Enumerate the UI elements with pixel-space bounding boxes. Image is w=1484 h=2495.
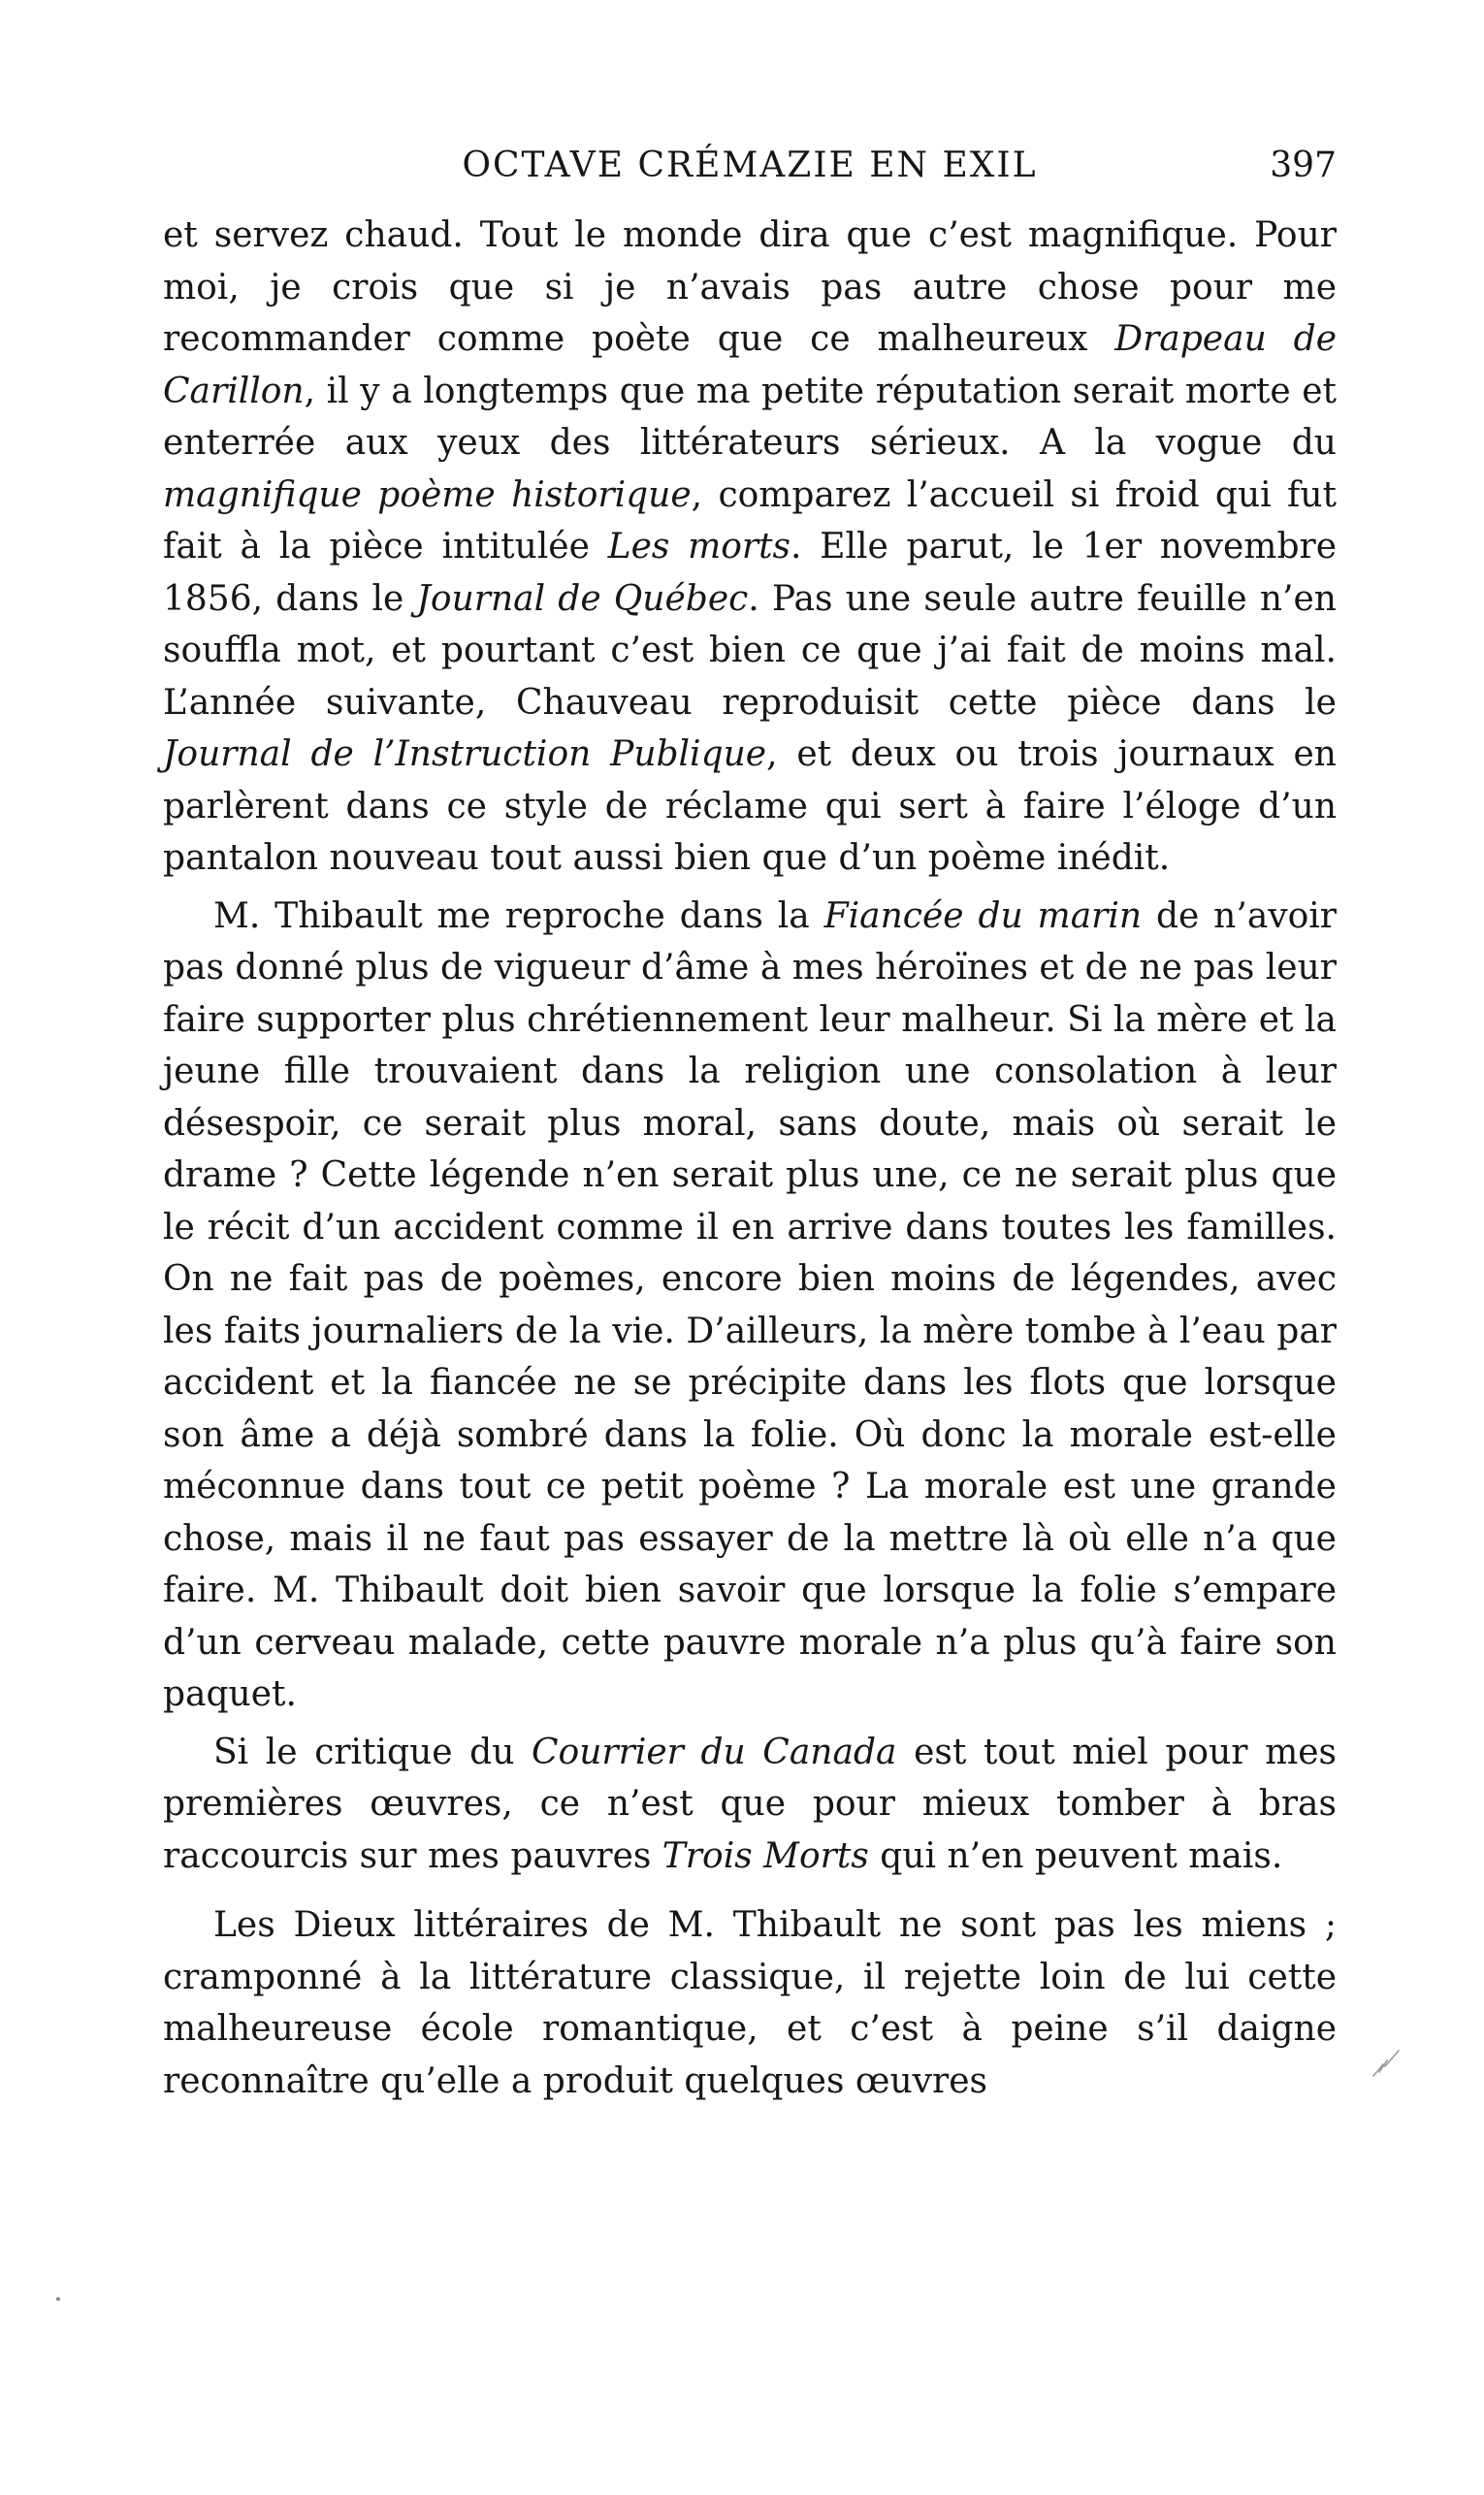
text-run: , il y a longtemps que ma petite réputation serait morte et enterrée aux yeux des littérateurs sérieux. A la vogue du (163, 371, 1337, 463)
text-run: Les Dieux littéraires de M. Thibault ne sont pas les miens ; cramponné à la littérature classique, il rejette loin de lui cette malheureuse école romantique, et c’est à peine s’il daigne reconnaître qu’elle a produit quelques œuvres (163, 1905, 1337, 2101)
text-run: M. Thibault me reproche dans la (213, 895, 824, 936)
italic-title-fiancee-du-marin: Fiancée du marin (823, 895, 1143, 936)
italic-title-courrier-du-canada: Courrier du Canada (532, 1732, 897, 1772)
running-title: OCTAVE CRÉMAZIE EN EXIL (462, 146, 1038, 185)
text-run: . Pas une seule autre feuille n’en souffla mot, et pourtant c’est bien ce que j’ai fait de moins mal. L’année suivante, Chauveau reproduisit cette pièce dans le (163, 578, 1337, 723)
italic-title-journal-de-quebec: Journal de Québec (416, 578, 749, 619)
italic-phrase-magnifique-poeme: magnifique poème historique (163, 474, 692, 515)
text-run: Si le critique du (213, 1732, 532, 1772)
running-head (163, 142, 1337, 190)
text-run: , et deux ou trois journaux en parlèrent dans ce style de réclame qui sert à faire l’éloge d’un pantalon nouveau tout aussi bien que d’un poème inédit. (163, 734, 1337, 878)
pencil-mark (1370, 2047, 1404, 2082)
paragraph-4 (163, 1899, 1337, 2107)
paragraph-3 (163, 1727, 1337, 1883)
paragraph-2 (163, 891, 1337, 1721)
text-run: est tout miel pour mes premières œuvres, ce n’est que pour mieux tomber à bras raccourcis sur mes pauvres (163, 1732, 1337, 1876)
page-number: 397 (1270, 146, 1337, 185)
italic-title-trois-morts: Trois Morts (661, 1835, 869, 1876)
italic-title-les-morts: Les morts (607, 527, 791, 567)
italic-title-journal-instruction-publique: Journal de l’Instruction Publique (163, 734, 767, 774)
text-run: et servez chaud. Tout le monde dira que c’est magnifique. Pour moi, je crois que si je n’avais pas autre chose pour me recommander comme poète que ce malheureux (163, 215, 1337, 359)
text-run: de n’avoir pas donné plus de vigueur d’âme à mes héroïnes et de ne pas leur faire supporter plus chrétiennement leur malheur. Si la mère et la jeune fille trouvaient dans la religion une consolation à leur désespoir, ce serait plus moral, sans doute, mais où serait le drame ? Cette légende n’en serait plus une, ce ne serait plus que le récit d’un accident comme il en arrive dans toutes les familles. On ne fait pas de poèmes, encore bien moins de légendes, avec les faits journaliers de la vie. D’ailleurs, la mère tombe à l’eau par accident et la fiancée ne se précipite dans les flots que lorsque son âme a déjà sombré dans la folie. Où donc la morale est-elle méconnue dans tout ce petit poème ? La morale est une grande chose, mais il ne faut pas essayer de la mettre là où elle n’a que faire. M. Thibault doit bien savoir que lorsque la folie s’empare d’un cerveau malade, cette pauvre morale n’a plus qu’à faire son paquet. (163, 895, 1338, 1714)
paragraph-1 (163, 210, 1337, 885)
paper-speck (56, 2297, 60, 2301)
text-run: . Elle parut, le 1er novembre 1856, dans le (163, 527, 1337, 619)
text-run: qui n’en peuvent mais. (868, 1835, 1283, 1876)
body-text (163, 210, 1337, 2107)
text-run: , comparez l’accueil si froid qui fut fait à la pièce intitulée (163, 474, 1337, 567)
italic-title-drapeau-de-carillon: Drapeau de Carillon (163, 319, 1337, 411)
